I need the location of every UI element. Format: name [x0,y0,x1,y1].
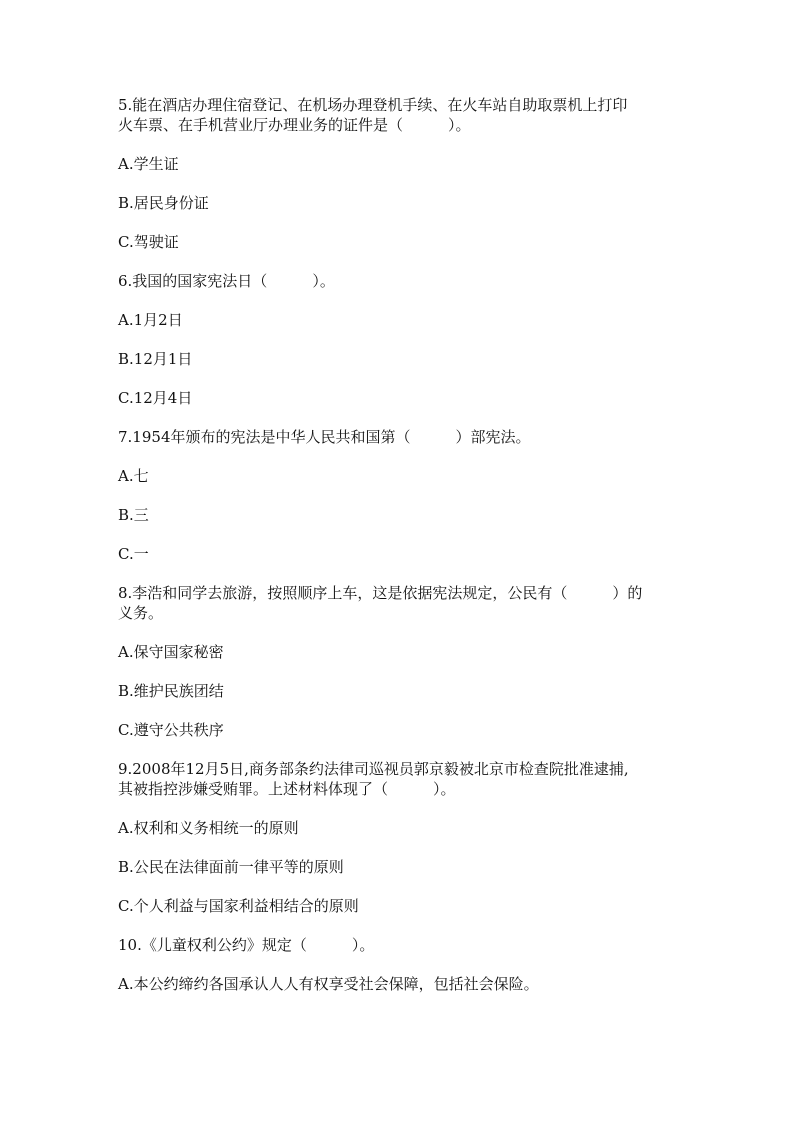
option-b: B.公民在法律面前一律平等的原则 [118,858,344,876]
question-9 [118,759,678,916]
option-c: C.12月4日 [118,389,193,407]
option-b: B.三 [118,506,149,524]
option-a: A.学生证 [118,155,179,173]
option-c: C.个人利益与国家利益相结合的原则 [118,897,359,915]
question-10 [118,935,678,994]
question-stem: 6.我国的国家宪法日（ ）。 [118,272,335,290]
question-5 [118,95,678,252]
option-a: A.权利和义务相统一的原则 [118,819,299,837]
option-b: B.维护民族团结 [118,682,224,700]
question-stem: 7.1954年颁布的宪法是中华人民共和国第（ ）部宪法。 [118,428,531,446]
option-c: C.驾驶证 [118,233,179,251]
option-a: A.保守国家秘密 [118,643,224,661]
question-stem: 8.李浩和同学去旅游，按照顺序上车，这是依据宪法规定，公民有（ ）的 义务。 [118,584,643,622]
question-stem: 10.《儿童权利公约》规定（ ）。 [118,936,375,954]
question-6 [118,271,678,408]
exam-page [118,95,678,1013]
option-c: C.一 [118,545,149,563]
option-a: A.本公约缔约各国承认人人有权享受社会保障，包括社会保险。 [118,975,539,993]
option-b: B.12月1日 [118,350,193,368]
option-b: B.居民身份证 [118,194,209,212]
question-7 [118,427,678,564]
question-8 [118,583,678,740]
option-a: A.七 [118,467,149,485]
option-c: C.遵守公共秩序 [118,721,224,739]
question-stem: 9.2008年12月5日,商务部条约法律司巡视员郭京毅被北京市检查院批准逮捕, 其被指控涉嫌受贿罪。上述材料体现了（ ）。 [118,760,629,798]
option-a: A.1月2日 [118,311,183,329]
question-stem: 5.能在酒店办理住宿登记、在机场办理登机手续、在火车站自助取票机上打印 火车票、在手机营业厅办理业务的证件是（ ）。 [118,96,628,134]
